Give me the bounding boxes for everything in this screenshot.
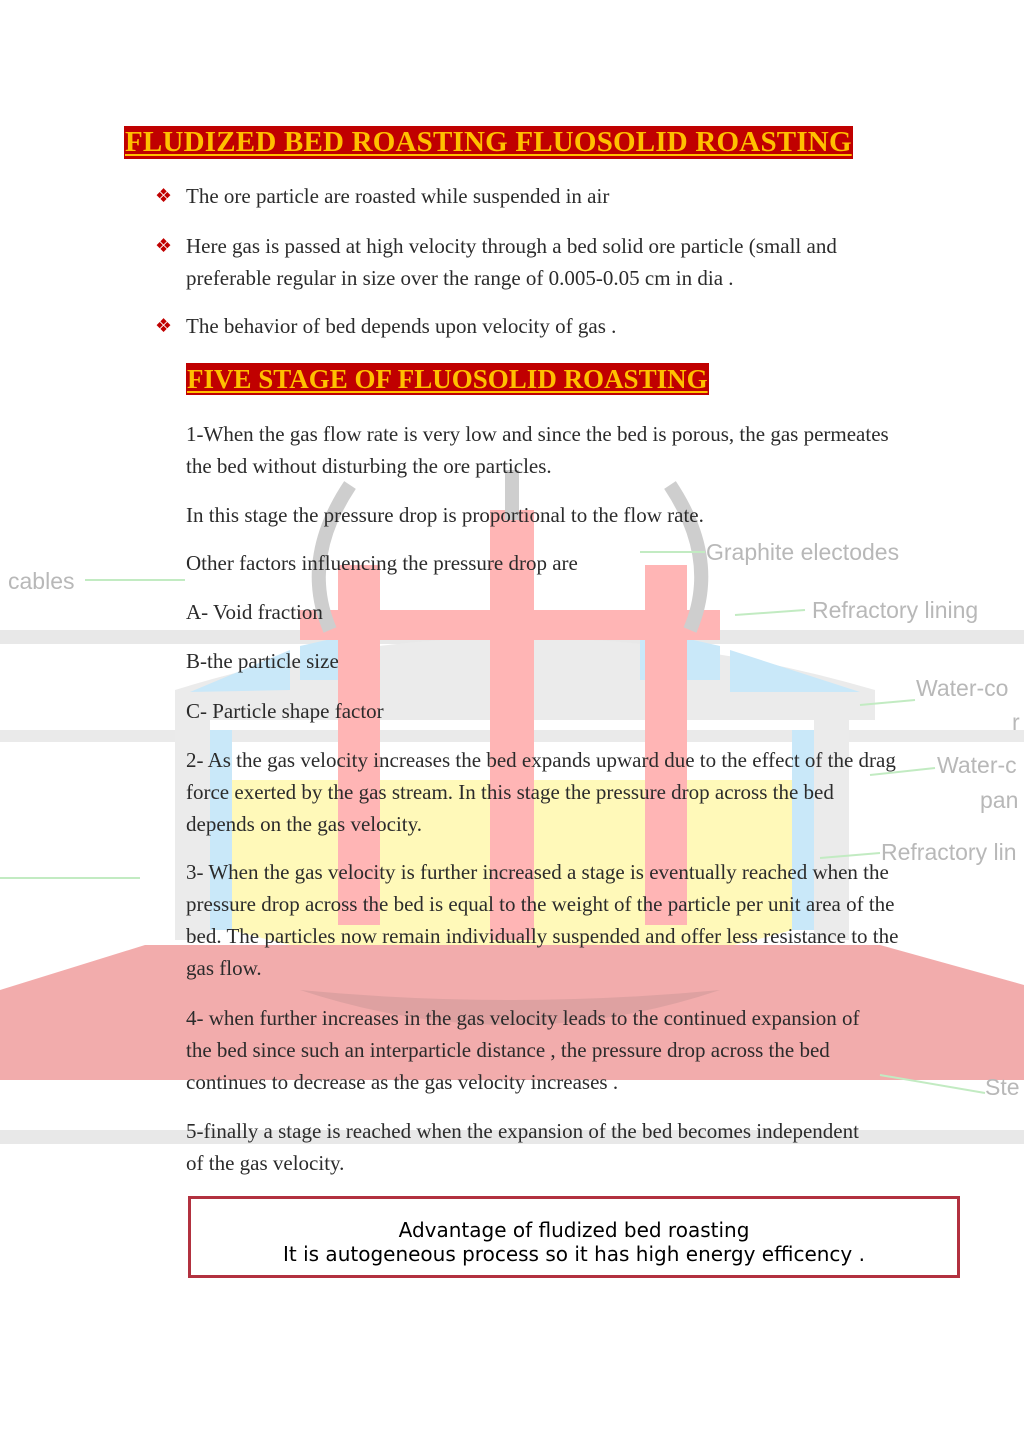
watermark-label-refractory-bottom: Refractory lin [881, 839, 1017, 865]
watermark-label-water-cooled-a: Water-co [916, 675, 1009, 701]
paragraph: C- Particle shape factor [186, 699, 384, 723]
paragraph: B-the particle size [186, 649, 339, 673]
watermark-label-refractory-top: Refractory lining [812, 597, 979, 623]
main-heading: FLUDIZED BED ROASTING FLUOSOLID ROASTING [125, 126, 852, 158]
paragraph: In this stage the pressure drop is proportional to the flow rate. [186, 503, 704, 527]
paragraph: 2- As the gas velocity increases the bed expands upward due to the effect of the drag force exerted by the gas stream. In this stage the pressure drop across the bed depends on the gas velocity. [186, 748, 896, 836]
paragraph: A- Void fraction [186, 600, 323, 624]
watermark-label-water-pan-b: pan [980, 787, 1019, 813]
paragraph: 4- when further increases in the gas velocity leads to the continued expansion of the bed since such an interparticle distance , the pressure drop across the bed continues to decrease as the gas velocity increases . [186, 1006, 860, 1094]
paragraph: 5-finally a stage is reached when the expansion of the bed becomes independent of the gas velocity. [186, 1119, 859, 1175]
advantage-text: It is autogeneous process so it has high energy efficency . [283, 1242, 865, 1266]
watermark-label-steel: Ste [985, 1074, 1020, 1100]
bullet-text: Here gas is passed at high velocity through a bed solid ore particle (small and preferable regular in size over the range of 0.005-0.05 cm in dia . [186, 234, 837, 290]
watermark-label-water-pan-a: Water-c [937, 752, 1017, 778]
diamond-bullet-icon: ❖ [155, 315, 173, 337]
diamond-bullet-icon: ❖ [155, 235, 173, 257]
watermark-label-water-cooled-b: r [1012, 709, 1020, 735]
paragraph: Other factors influencing the pressure drop are [186, 551, 578, 575]
advantage-box [188, 1196, 960, 1278]
advantage-title: Advantage of fludized bed roasting [398, 1218, 750, 1242]
bullet-text: The ore particle are roasted while suspended in air [186, 184, 610, 208]
paragraph: 1-When the gas flow rate is very low and since the bed is porous, the gas permeates the bed without disturbing the ore particles. [186, 422, 889, 478]
diamond-bullet-icon: ❖ [155, 185, 173, 207]
bullet-item [155, 310, 915, 342]
watermark-label-graphite: Graphite electodes [706, 539, 900, 565]
bullet-item [155, 180, 915, 212]
bullet-text: The behavior of bed depends upon velocity of gas . [186, 314, 617, 338]
section-heading: FIVE STAGE OF FLUOSOLID ROASTING [187, 364, 708, 394]
bullet-item [155, 230, 915, 294]
watermark-label-cables: cables [8, 568, 75, 594]
paragraph: 3- When the gas velocity is further increased a stage is eventually reached when the pressure drop across the bed is equal to the weight of the particle per unit area of the bed. The particles now remain individually suspended and offer less resistance to the gas flow. [186, 860, 899, 980]
